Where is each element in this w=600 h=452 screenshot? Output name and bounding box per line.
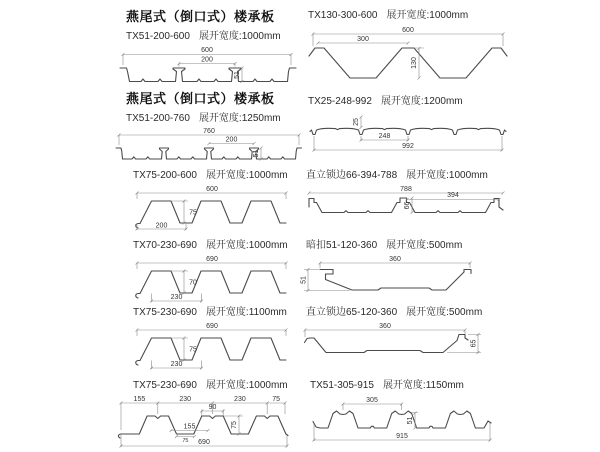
dim-overall-label: 760 <box>203 128 215 135</box>
dim-pitch-label: 305 <box>366 397 378 404</box>
section-seam-65-120-360 <box>306 303 487 363</box>
profile-outline <box>118 416 288 438</box>
model-label: 直立锁边65-120-360 <box>306 307 398 318</box>
profile-outline <box>120 68 296 82</box>
dim-height-label: 51 <box>234 71 241 79</box>
dim-overall-label: 788 <box>400 186 412 193</box>
section-subtitle <box>126 109 303 124</box>
dim-seg1-label: 155 <box>133 396 146 403</box>
profile-drawing-tx75-230-690-1000 <box>115 394 293 452</box>
width-label: 展开宽度:500mm <box>406 307 483 318</box>
dim-pitch-label: 230 <box>170 294 183 301</box>
dim-pitch-label: 200 <box>155 222 168 230</box>
section-tx75-230-690-1100 <box>133 303 290 373</box>
dim-line-overall <box>312 33 505 47</box>
profile-drawing-seam-65 <box>302 321 487 363</box>
profile-drawing-tx51-200-600 <box>118 45 298 91</box>
section-subtitle <box>133 166 290 181</box>
section-subtitle <box>308 6 508 21</box>
model-label: 直立锁边66-394-788 <box>306 170 398 181</box>
dim-height-label: 130 <box>411 57 418 69</box>
dim-height-label: 75 <box>189 209 197 217</box>
section-subtitle <box>133 376 293 391</box>
width-label: 展开宽度:1250mm <box>198 113 281 124</box>
width-label: 展开宽度:500mm <box>386 240 463 251</box>
profile-drawing-tx51-200-760 <box>115 127 303 167</box>
dim-overall-label: 600 <box>402 27 414 34</box>
profile-drawing-tx75-200-600 <box>132 184 290 234</box>
section-subtitle <box>310 376 498 391</box>
dim-pitch-label: 300 <box>357 36 369 43</box>
dim-height-label: 65 <box>470 339 478 348</box>
dim-pitch-label: 248 <box>378 133 391 141</box>
profile-outline <box>309 48 507 78</box>
section-tx51-200-600 <box>126 6 298 91</box>
dim-pitch-label: 200 <box>201 56 213 64</box>
dim-height-label: 70 <box>189 279 197 287</box>
dim-overall-label: 915 <box>396 433 408 440</box>
dim-overall-label: 600 <box>201 47 213 54</box>
section-seam-66-394-788 <box>306 166 506 224</box>
section-subtitle <box>306 303 487 318</box>
dim-height-label: 51 <box>300 276 308 284</box>
dim-pitch-label: 230 <box>170 361 183 368</box>
section-tx75-200-600 <box>133 166 290 234</box>
section-tx51-305-915 <box>310 376 498 446</box>
width-label: 展开宽度:1200mm <box>380 96 463 107</box>
dim-height-label: 51 <box>407 416 414 425</box>
dim-overall-label: 992 <box>402 143 414 150</box>
width-label: 展开宽度:1000mm <box>205 170 288 181</box>
dim-trough-label: 155 <box>183 423 196 431</box>
dim-height-label: 66 <box>404 201 411 210</box>
section-subtitle <box>133 303 290 318</box>
model-label: 暗扣51-120-360 <box>306 240 378 251</box>
section-tx51-200-760 <box>126 88 303 167</box>
width-label: 展开宽度:1000mm <box>205 380 288 391</box>
dim-height-label: 75 <box>189 346 197 354</box>
width-label: 展开宽度:1150mm <box>382 380 464 391</box>
section-subtitle <box>133 236 290 251</box>
profile-outline <box>116 148 302 159</box>
dim-seg3-label: 230 <box>234 396 246 403</box>
profile-outline <box>320 270 471 291</box>
model-label: TX25-248-992 <box>308 96 372 107</box>
section-tx25-248-992 <box>308 92 508 156</box>
dim-height-label: 25 <box>353 118 360 126</box>
profile-drawing-seam-66 <box>306 184 506 224</box>
section-subtitle <box>126 27 298 42</box>
section-heading: 燕尾式（倒口式）楼承板 <box>126 9 275 24</box>
model-label: TX51-305-915 <box>310 380 374 391</box>
profile-drawing-tx51-305-915 <box>310 394 498 446</box>
profile-outline <box>313 411 491 428</box>
dim-overall-label: 360 <box>379 323 391 330</box>
model-label: TX70-230-690 <box>133 240 197 251</box>
profile-outline <box>310 128 506 134</box>
section-tx130-300-600 <box>308 6 508 84</box>
model-label: TX130-300-600 <box>308 10 378 21</box>
section-subtitle <box>306 236 480 251</box>
model-label: TX75-230-690 <box>133 380 197 391</box>
dim-crest-top-label: 90 <box>208 404 217 411</box>
dim-overall-label: 600 <box>206 186 218 193</box>
dim-seg4-label: 75 <box>272 396 280 403</box>
width-label: 展开宽度:1100mm <box>205 307 287 318</box>
profile-drawing-tx25-248-992 <box>308 110 508 156</box>
dim-seg2-label: 230 <box>179 396 192 403</box>
dim-pitch-label: 394 <box>447 192 459 199</box>
dim-overall-label: 690 <box>206 256 218 263</box>
dim-overall-label: 690 <box>206 323 218 330</box>
section-subtitle <box>308 92 508 107</box>
dim-trough-small-label: 75 <box>182 438 189 444</box>
profile-outline <box>305 335 469 353</box>
profile-outline <box>136 338 286 365</box>
model-label: TX51-200-600 <box>126 31 190 42</box>
section-subtitle <box>306 166 506 181</box>
dim-pitch-label: 200 <box>225 136 238 144</box>
model-label: TX51-200-760 <box>126 113 190 124</box>
dim-overall-label: 690 <box>198 439 210 446</box>
dim-height-label: 51 <box>253 149 260 158</box>
model-label: TX75-230-690 <box>133 307 197 318</box>
profile-drawing-tx130-300-600 <box>308 24 508 84</box>
section-tx75-230-690-1000 <box>133 376 293 452</box>
dim-overall-label: 360 <box>389 256 401 263</box>
dim-height-label: 75 <box>231 421 238 429</box>
section-heading: 燕尾式（倒口式）楼承板 <box>126 91 275 106</box>
model-label: TX75-200-600 <box>133 170 197 181</box>
profile-drawing-tx75-230-690-1100 <box>132 321 290 373</box>
width-label: 展开宽度:1000mm <box>198 31 281 42</box>
width-label: 展开宽度:1000mm <box>406 170 488 181</box>
width-label: 展开宽度:1000mm <box>205 240 288 251</box>
profile-outline <box>136 271 286 298</box>
profile-drawing-tx70-230-690 <box>132 254 290 306</box>
section-tx70-230-690 <box>133 236 290 306</box>
width-label: 展开宽度:1000mm <box>386 10 469 21</box>
section-clip-51-120-360 <box>300 236 480 298</box>
profile-drawing-clip-51 <box>300 254 480 298</box>
